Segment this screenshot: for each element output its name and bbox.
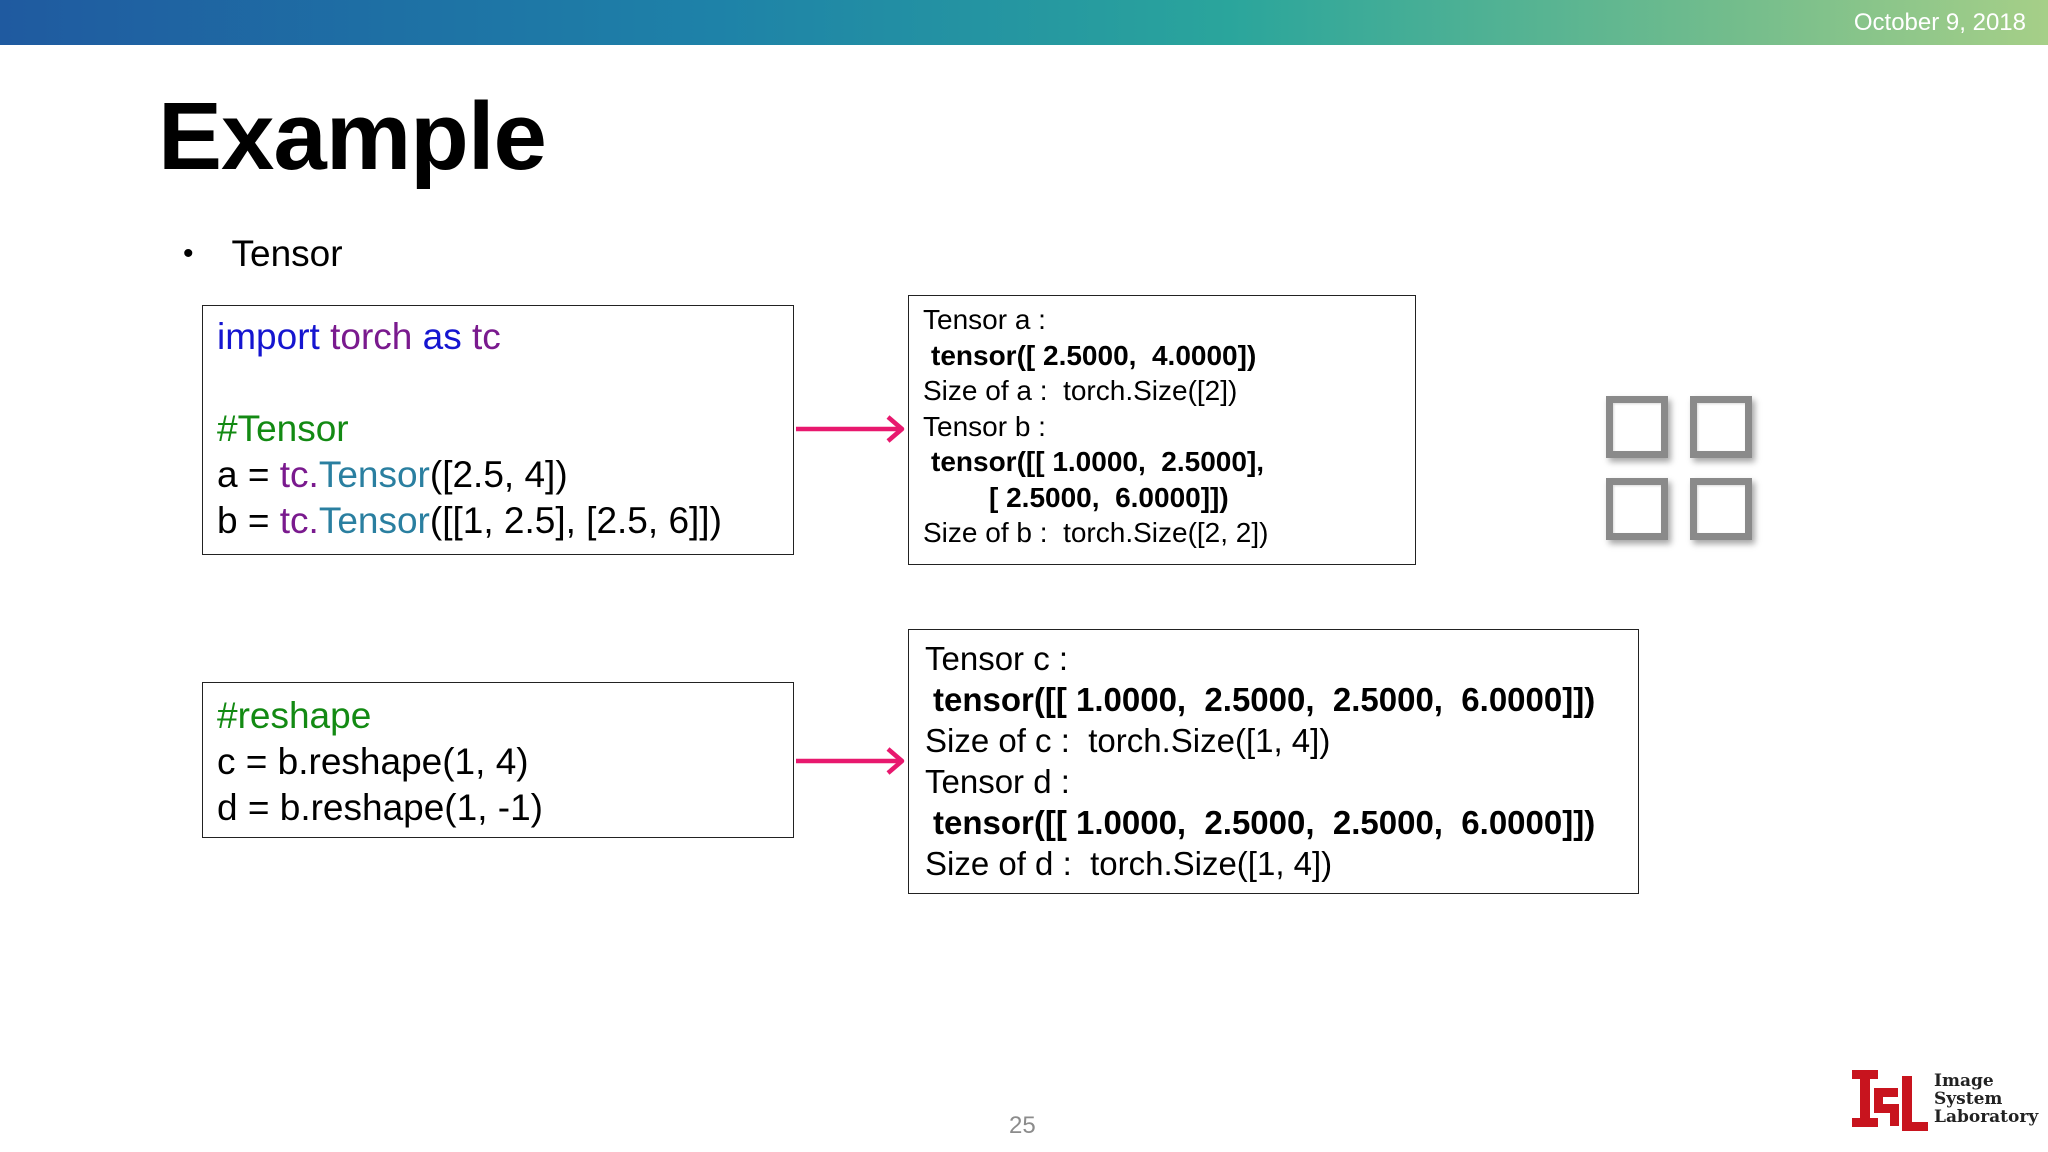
logo-text-line: Image [1934, 1071, 1994, 1091]
code-assign: b = [217, 500, 280, 541]
logo-text [1934, 1072, 2038, 1126]
grid-square [1690, 396, 1752, 458]
top-banner [0, 0, 2048, 45]
code-keyword: import [217, 316, 320, 357]
page-number: 25 [1009, 1112, 1036, 1139]
logo-text-line: Laboratory [1934, 1107, 2039, 1127]
code-box-reshape [202, 682, 794, 838]
logo-text-line: System [1934, 1089, 2003, 1109]
code-keyword: as [422, 316, 462, 357]
code-function: Tensor [318, 500, 430, 541]
output-line: Size of c : torch.Size([1, 4]) [925, 722, 1331, 759]
isl-logo-icon [1850, 1066, 1930, 1136]
output-line: Tensor a : [923, 304, 1046, 335]
output-line: tensor([[ 1.0000, 2.5000], [931, 446, 1265, 477]
output-line: tensor([[ 1.0000, 2.5000, 2.5000, 6.0000]]) [933, 681, 1596, 718]
arrow-right-icon [794, 412, 910, 446]
four-squares-icon [1602, 392, 1762, 552]
bullet-text: Tensor [231, 233, 343, 274]
output-line: [ 2.5000, 6.0000]]) [989, 481, 1229, 513]
code-alias: tc [472, 316, 501, 357]
output-line: Tensor c : [925, 640, 1069, 677]
code-box-tensor [202, 305, 794, 555]
output-line: Size of a : torch.Size([2]) [923, 375, 1238, 406]
code-line-b [217, 498, 779, 544]
output-line: tensor([[ 1.0000, 2.5000, 2.5000, 6.0000]]) [933, 804, 1596, 841]
output-line: Size of d : torch.Size([1, 4]) [925, 845, 1333, 882]
bullet-dot-icon: • [183, 237, 194, 270]
code-blank-line [217, 360, 779, 406]
code-alias: tc. [279, 500, 319, 541]
output-line: Tensor b : [923, 410, 1046, 442]
code-args: ([[1, 2.5], [2.5, 6]]) [429, 500, 722, 541]
grid-square [1690, 478, 1752, 540]
code-module: torch [330, 316, 413, 357]
code-line-c: c = b.reshape(1, 4) [217, 741, 529, 782]
code-assign: a = [217, 454, 280, 495]
code-line-a [217, 452, 779, 498]
slide-date: October 9, 2018 [1853, 9, 2026, 36]
code-comment: #reshape [217, 695, 372, 736]
bullet-item [183, 233, 343, 275]
code-line-d: d = b.reshape(1, -1) [217, 787, 543, 828]
code-line-import [217, 314, 779, 360]
code-comment: #Tensor [217, 408, 349, 449]
code-function: Tensor [318, 454, 430, 495]
output-box-tensor [908, 295, 1416, 565]
grid-square [1606, 396, 1668, 458]
slide-title: Example [158, 83, 546, 190]
code-args: ([2.5, 4]) [429, 454, 568, 495]
output-line: tensor([ 2.5000, 4.0000]) [931, 339, 1257, 371]
arrow-right-icon [794, 744, 910, 778]
code-alias: tc. [279, 454, 319, 495]
grid-square [1606, 478, 1668, 540]
output-box-reshape [908, 629, 1639, 894]
output-line: Tensor d : [925, 763, 1070, 800]
lab-logo [1850, 1066, 2040, 1136]
output-line: Size of b : torch.Size([2, 2]) [923, 517, 1269, 548]
